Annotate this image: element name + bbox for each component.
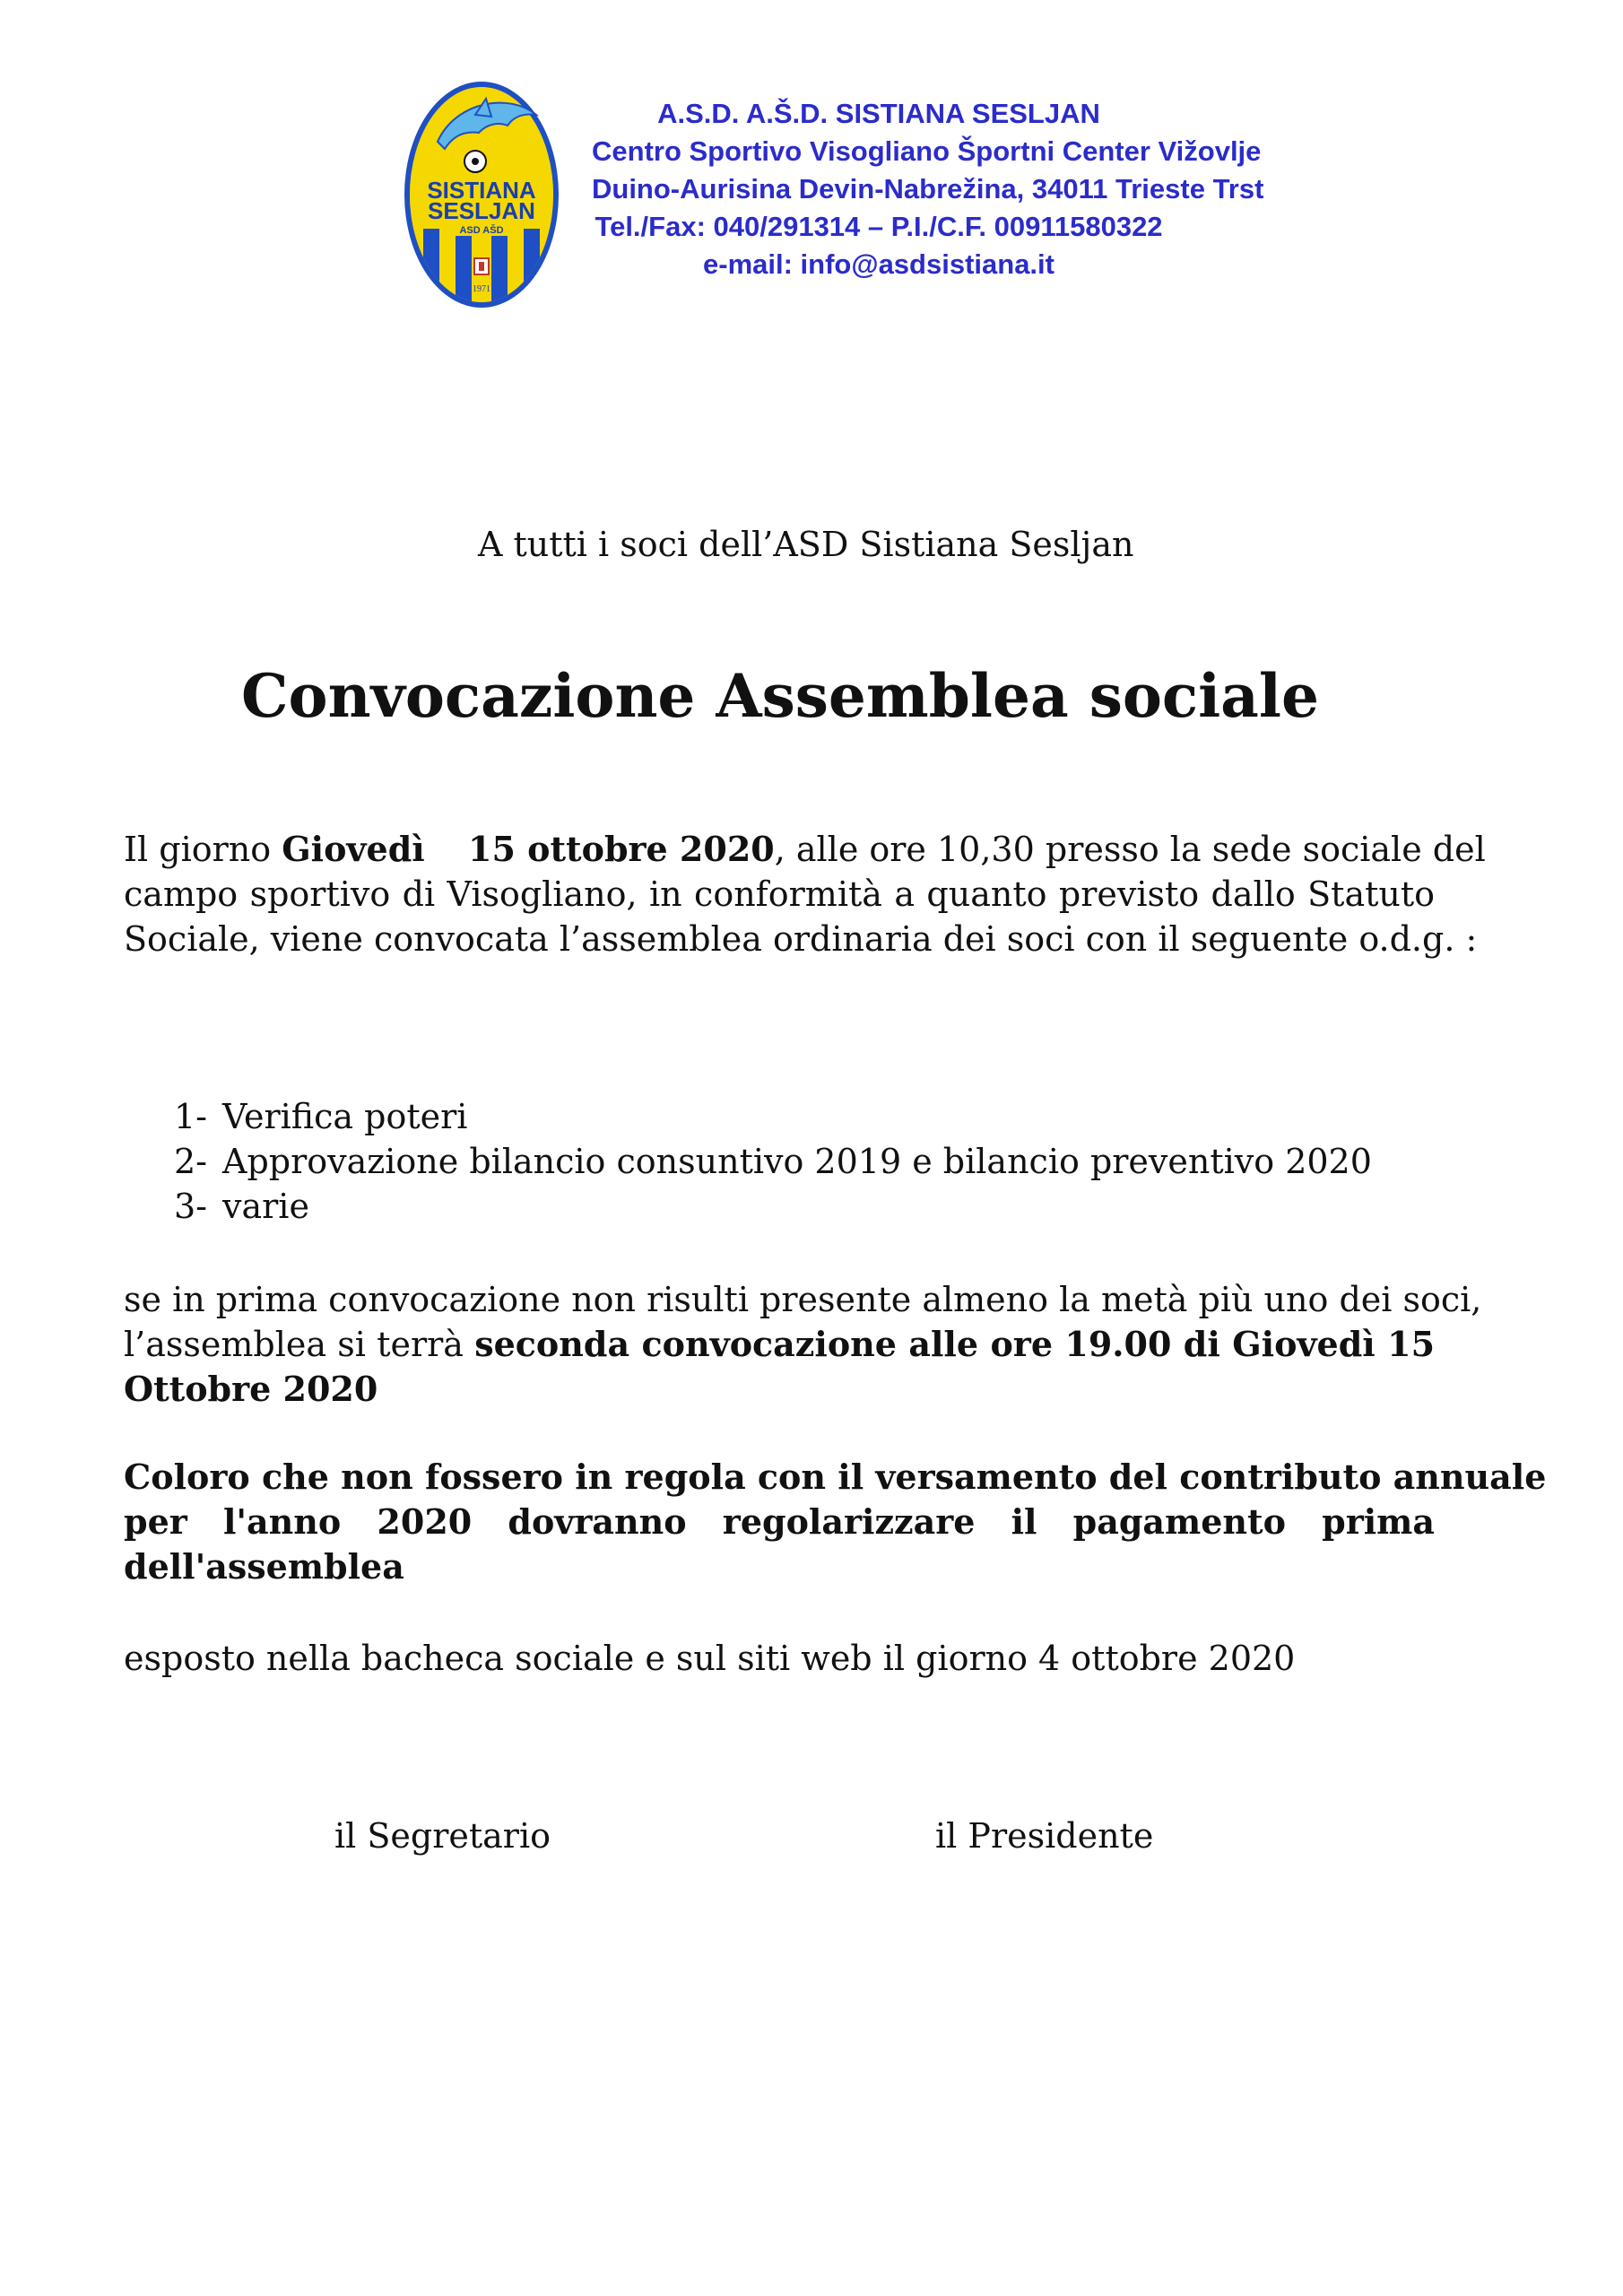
agenda-item — [174, 1094, 1372, 1139]
letterhead-sports-center: Centro Sportivo Visogliano Športni Center Vižovlje — [592, 135, 1262, 167]
recipients-line: A tutti i soci dell’ASD Sistiana Sesljan — [478, 525, 1134, 564]
intro-line-2: campo sportivo di Visogliano, in conformità a quanto previsto dallo Statuto — [124, 874, 1435, 914]
intro-line-1 — [124, 827, 1486, 872]
logo-year: 1971 — [473, 284, 490, 294]
intro-paragraph — [124, 827, 1486, 961]
second-call-paragraph — [124, 1277, 1482, 1412]
agenda-item-text: varie — [222, 1187, 309, 1226]
meeting-date: 15 ottobre 2020 — [468, 829, 775, 869]
second-call-line-1: se in prima convocazione non risulti presente almeno la metà più uno dei soci, — [124, 1280, 1482, 1319]
document-title: Convocazione Assemblea sociale — [241, 661, 1319, 731]
letterhead-address: Duino-Aurisina Devin-Nabrežina, 34011 Trieste Trst — [592, 173, 1264, 204]
second-call-text: l’assemblea si terrà — [124, 1325, 475, 1364]
intro-text-start: Il giorno — [124, 830, 282, 869]
letterhead-email: e-mail: info@asdsistiana.it — [703, 248, 1055, 280]
club-logo — [402, 79, 561, 310]
payment-notice-line-3: dell'assemblea — [124, 1546, 404, 1587]
second-call-line-3 — [124, 1367, 1435, 1412]
letterhead-phone-vat: Tel./Fax: 040/291314 – P.I./C.F. 00911580322 — [595, 211, 1163, 242]
agenda-item-text: Approvazione bilancio consuntivo 2019 e bilancio preventivo 2020 — [222, 1142, 1372, 1181]
meeting-day: Giovedì — [282, 829, 425, 869]
agenda-list — [174, 1094, 1372, 1229]
intro-text-time: , alle ore 10,30 presso la sede sociale del — [774, 830, 1486, 869]
second-call-time: seconda convocazione alle ore 19.00 di Giovedì 15 — [474, 1324, 1436, 1364]
second-call-date: Ottobre 2020 — [124, 1369, 378, 1409]
second-call-line-2 — [124, 1322, 1435, 1367]
logo-subtitle: ASD AŠD — [459, 225, 504, 236]
payment-notice — [124, 1455, 1547, 1589]
intro-line-3: Sociale, viene convocata l’assemblea ordinaria dei soci con il seguente o.d.g. : — [124, 919, 1478, 959]
posting-note: esposto nella bacheca sociale e sul siti web il giorno 4 ottobre 2020 — [124, 1639, 1296, 1678]
agenda-item — [174, 1139, 1372, 1184]
payment-notice-line-2: per l'anno 2020 dovranno regolarizzare il pagamento prima — [124, 1501, 1435, 1542]
agenda-item-number: 1- — [174, 1097, 208, 1136]
logo-name-line2: SESLJAN — [428, 197, 535, 224]
signature-president: il Presidente — [935, 1816, 1154, 1856]
agenda-item-number: 3- — [174, 1187, 208, 1226]
logo-name-line1: SISTIANA — [427, 177, 536, 204]
letterhead — [592, 95, 1264, 283]
agenda-item — [174, 1184, 1372, 1229]
signature-secretary: il Segretario — [334, 1816, 551, 1856]
letterhead-club-name: A.S.D. A.Š.D. SISTIANA SESLJAN — [657, 98, 1100, 129]
agenda-item-text: Verifica poteri — [222, 1097, 468, 1136]
payment-notice-line-1: Coloro che non fossero in regola con il versamento del contributo annuale — [124, 1457, 1547, 1497]
agenda-item-number: 2- — [174, 1142, 208, 1181]
